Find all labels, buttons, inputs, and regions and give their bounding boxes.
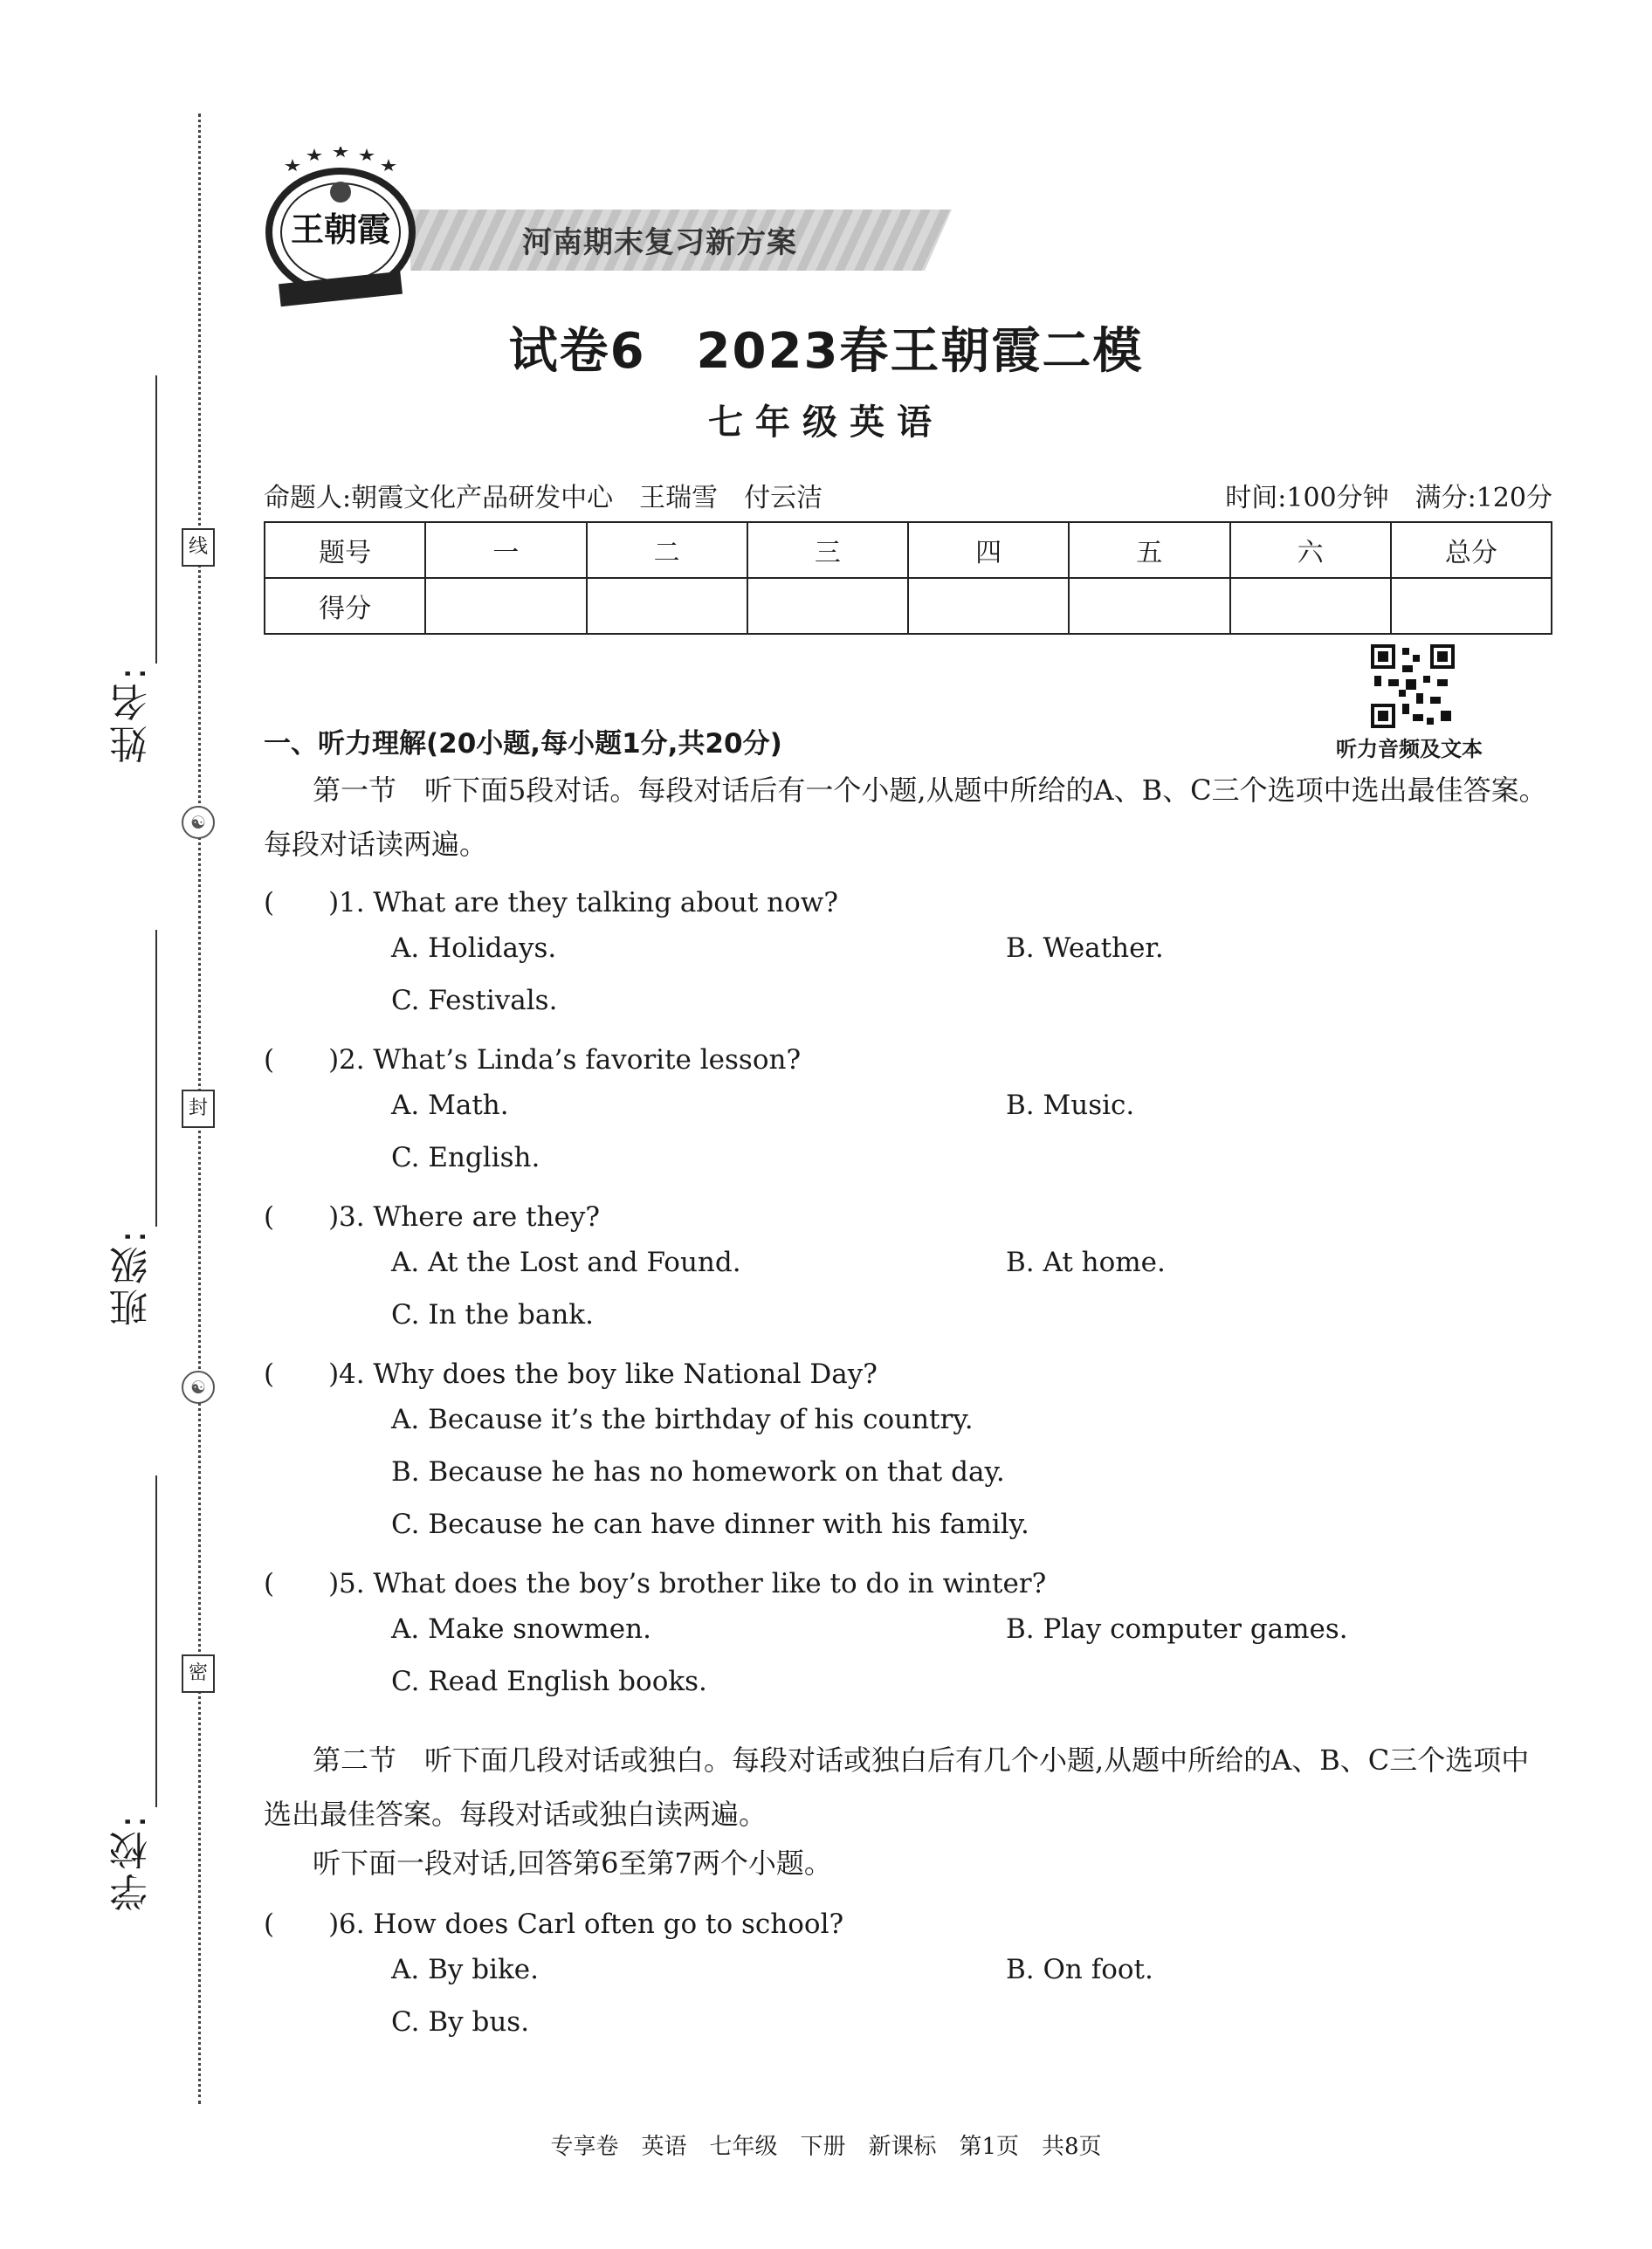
question-6 (264, 1902, 843, 1941)
svg-text:王朝霞: 王朝霞 (290, 210, 391, 249)
option-a: A. Make snowmen. (391, 1613, 651, 1645)
answer-bracket[interactable]: ( ) (264, 1568, 340, 1599)
name-label: 姓名: (110, 664, 155, 764)
score-table (264, 521, 1552, 635)
answer-bracket[interactable]: ( ) (264, 887, 340, 918)
question-text: 3. Where are they? (339, 1201, 601, 1233)
score-header-cell: 三 (747, 522, 908, 578)
option-c: C. Because he can have dinner with his family. (391, 1509, 1029, 1540)
seal-char-line: 线 (182, 528, 215, 567)
score-table-header-row (265, 522, 1552, 578)
option-b: B. Music. (1006, 1090, 1135, 1121)
authors-text: 命题人:朝霞文化产品研发中心 王瑞雪 付云洁 (264, 483, 823, 513)
option-b: B. At home. (1006, 1247, 1166, 1278)
option-a: A. At the Lost and Found. (391, 1247, 741, 1278)
section2-instructions: 第二节 听下面几段对话或独白。每段对话或独白后有几个小题,从题中所给的A、B、C三个选项中选出最佳答案。每段对话或独白读两遍。 (264, 1743, 1530, 1831)
score-row-label: 得分 (265, 578, 425, 634)
page-subtitle: 七年级英语 (708, 402, 944, 443)
option-b: B. Because he has no homework on that day. (391, 1456, 1005, 1488)
score-cell[interactable] (1230, 578, 1391, 634)
score-header-cell: 六 (1230, 522, 1391, 578)
time-score-text: 时间:100分钟 满分:120分 (1225, 483, 1552, 513)
swirl-icon: ☯ (182, 806, 215, 839)
qr-caption: 听力音频及文本 (1336, 737, 1483, 761)
question-text: 4. Why does the boy like National Day? (339, 1358, 878, 1390)
class-blank-line[interactable] (155, 930, 157, 1227)
score-cell[interactable] (1069, 578, 1229, 634)
brand-logo (262, 147, 419, 313)
school-label: 学校: (110, 1812, 155, 1912)
page-footer: 专享卷 英语 七年级 下册 新课标 第1页 共8页 (550, 2134, 1102, 2160)
score-header-cell: 题号 (265, 522, 425, 578)
score-header-cell: 四 (908, 522, 1069, 578)
answer-bracket[interactable]: ( ) (264, 1044, 340, 1076)
option-c: C. In the bank. (391, 1299, 594, 1331)
qr-code-icon[interactable] (1371, 644, 1455, 728)
score-table-row (265, 578, 1552, 634)
option-a: A. By bike. (391, 1954, 539, 1985)
part1-heading: 一、听力理解(20小题,每小题1分,共20分) (264, 728, 782, 760)
option-c: C. By bus. (391, 2006, 530, 2038)
score-cell[interactable] (587, 578, 747, 634)
score-cell[interactable] (1391, 578, 1552, 634)
question-text: 1. What are they talking about now? (339, 887, 838, 918)
score-header-cell: 总分 (1391, 522, 1552, 578)
section1-instructions: 第一节 听下面5段对话。每段对话后有一个小题,从题中所给的A、B、C三个选项中选出最佳答案。每段对话读两遍。 (264, 774, 1547, 861)
option-b: B. Weather. (1006, 932, 1164, 964)
question-text: 5. What does the boy’s brother like to do in winter? (339, 1568, 1047, 1599)
seal-char-seal: 封 (182, 1090, 215, 1128)
question-5 (264, 1561, 1046, 1600)
score-cell[interactable] (747, 578, 908, 634)
school-blank-line[interactable] (155, 1475, 157, 1807)
option-c: C. Festivals. (391, 985, 558, 1016)
option-c: C. Read English books. (391, 1666, 707, 1697)
answer-bracket[interactable]: ( ) (264, 1358, 340, 1390)
option-a: A. Math. (391, 1090, 509, 1121)
banner-text: 河南期末复习新方案 (522, 225, 797, 260)
question-text: 6. How does Carl often go to school? (339, 1909, 844, 1940)
score-header-cell: 二 (587, 522, 747, 578)
swirl-icon: ☯ (182, 1371, 215, 1404)
answer-bracket[interactable]: ( ) (264, 1909, 340, 1940)
score-header-cell: 一 (425, 522, 586, 578)
page-title: 试卷6 2023春王朝霞二模 (508, 323, 1144, 380)
question-2 (264, 1037, 801, 1076)
score-cell[interactable] (425, 578, 586, 634)
option-b: B. On foot. (1006, 1954, 1153, 1985)
section2-intro: 听下面一段对话,回答第6至第7两个小题。 (313, 1847, 832, 1880)
score-cell[interactable] (908, 578, 1069, 634)
class-label: 班级: (110, 1227, 155, 1327)
score-header-cell: 五 (1069, 522, 1229, 578)
option-a: A. Holidays. (391, 932, 557, 964)
seal-char-secret: 密 (182, 1654, 215, 1693)
question-3 (264, 1194, 600, 1234)
question-text: 2. What’s Linda’s favorite lesson? (339, 1044, 802, 1076)
option-c: C. English. (391, 1142, 540, 1173)
answer-bracket[interactable]: ( ) (264, 1201, 340, 1233)
question-4 (264, 1351, 878, 1391)
option-b: B. Play computer games. (1006, 1613, 1348, 1645)
question-1 (264, 880, 838, 919)
option-a: A. Because it’s the birthday of his country. (391, 1404, 974, 1435)
